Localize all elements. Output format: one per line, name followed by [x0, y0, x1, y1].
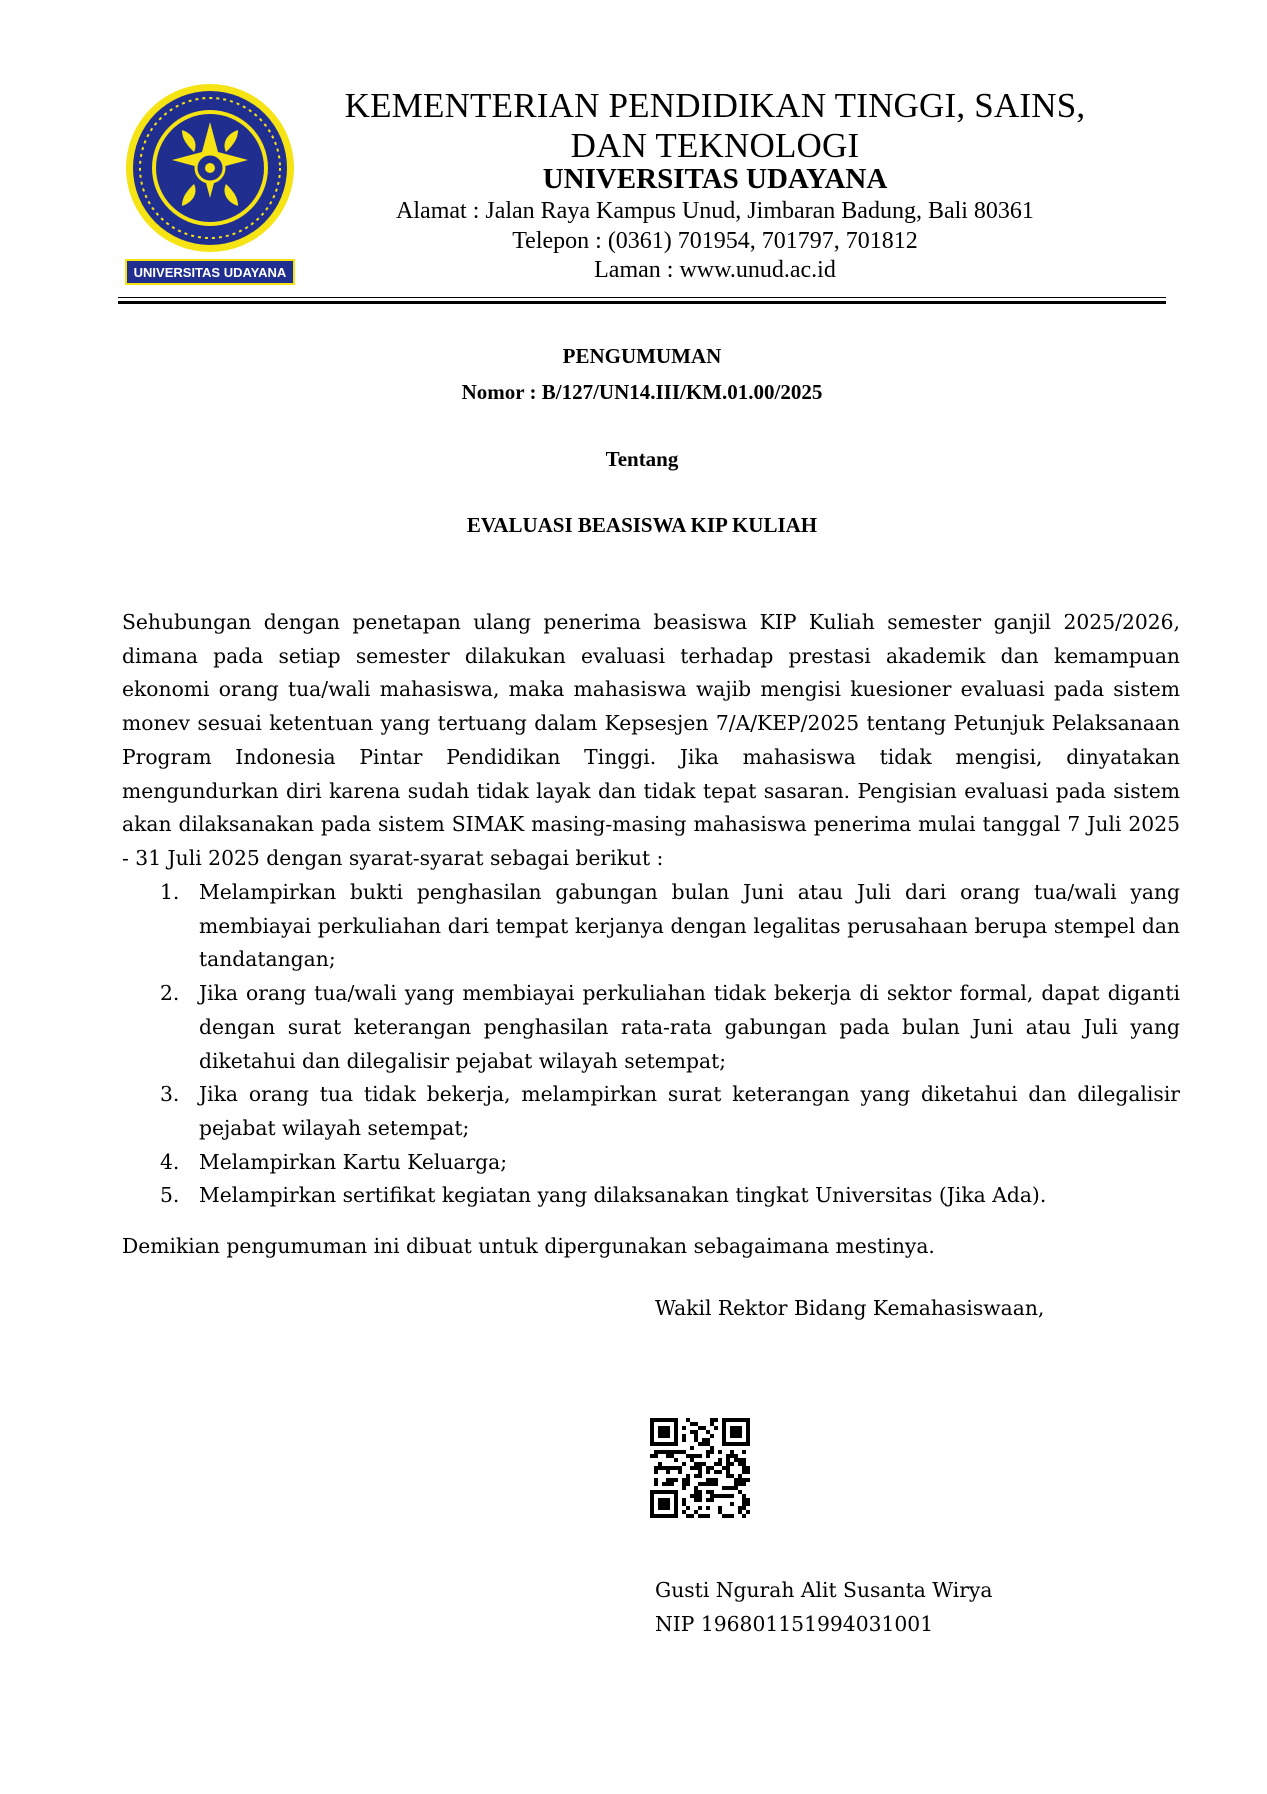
ministry-line-2: DAN TEKNOLOGI — [570, 126, 860, 165]
signatory-name: Gusti Ngurah Alit Susanta Wirya — [655, 1578, 993, 1602]
list-item-text: Melampirkan bukti penghasilan gabungan bulan Juni atau Juli dari orang tua/wali yang membiayai perkuliahan dari tempat kerjanya dengan legalitas perusahaan berupa stempel dan tandatangan; — [199, 880, 1180, 972]
letterhead-divider-thick — [118, 301, 1166, 304]
phone-line: Telepon : (0361) 701954, 701797, 701812 — [512, 228, 918, 254]
list-item-text: Jika orang tua/wali yang membiayai perkuliahan tidak bekerja di sektor formal, dapat diganti dengan surat keterangan penghasilan rata-rata gabungan pada bulan Juni atau Juli yang diketahui dan dilegalisir pejabat wilayah setempat; — [199, 981, 1180, 1073]
list-item — [122, 876, 1180, 977]
list-item-text: Melampirkan sertifikat kegiatan yang dilaksanakan tingkat Universitas (Jika Ada). — [199, 1183, 1047, 1208]
announcement-number: Nomor : B/127/UN14.III/KM.01.00/2025 — [461, 380, 823, 404]
list-item-number: 5. — [160, 1183, 180, 1208]
university-name: UNIVERSITAS UDAYANA — [542, 163, 888, 195]
body-paragraph: Sehubungan dengan penetapan ulang penerima beasiswa KIP Kuliah semester ganjil 2025/2026, dimana pada setiap semester dilakukan evaluasi terhadap prestasi akademik dan kemampuan ekonomi orang tua/wali mahasiswa, maka mahasiswa wajib mengisi kuesioner evaluasi pada sistem monev sesuai ketentuan yang tertuang dalam Kepsesjen 7/A/KEP/2025 tentang Petunjuk Pelaksanaan Program Indonesia Pintar Pendidikan Tinggi. Jika mahasiswa tidak mengisi, dinyatakan mengundurkan diri karena sudah tidak layak dan tidak tepat sasaran. Pengisian evaluasi pada sistem akan dilaksanakan pada sistem SIMAK masing-masing mahasiswa penerima mulai tanggal 7 Juli 2025 - 31 Juli 2025 dengan syarat-syarat sebagai berikut : — [122, 610, 1180, 870]
announcement-title: PENGUMUMAN — [562, 344, 722, 368]
signatory-nip: NIP 196801151994031001 — [655, 1612, 934, 1636]
announcement-about: Tentang — [605, 447, 679, 471]
university-logo — [122, 82, 298, 287]
ministry-name — [330, 86, 1100, 166]
list-item — [122, 1146, 1180, 1180]
svg-text:UNIVERSITAS UDAYANA: UNIVERSITAS UDAYANA — [133, 265, 287, 280]
address-line: Alamat : Jalan Raya Kampus Unud, Jimbaran Badung, Bali 80361 — [396, 198, 1034, 224]
list-item-number: 4. — [160, 1149, 180, 1174]
list-item-text: Melampirkan Kartu Keluarga; — [199, 1149, 508, 1174]
list-item — [122, 977, 1180, 1078]
list-item-number: 2. — [160, 981, 180, 1006]
website-line: Laman : www.unud.ac.id — [594, 257, 836, 283]
signatory-title: Wakil Rektor Bidang Kemahasiswaan, — [655, 1296, 1045, 1320]
ministry-line-1: KEMENTERIAN PENDIDIKAN TINGGI, SAINS, — [344, 86, 1086, 125]
announcement-subject: EVALUASI BEASISWA KIP KULIAH — [466, 513, 818, 537]
list-item-text: Jika orang tua tidak bekerja, melampirkan surat keterangan yang diketahui dan dilegalisir pejabat wilayah setempat; — [199, 1082, 1180, 1140]
list-item — [122, 1078, 1180, 1145]
closing-sentence: Demikian pengumuman ini dibuat untuk dipergunakan sebagaimana mestinya. — [122, 1234, 935, 1258]
list-item-number: 3. — [160, 1082, 180, 1107]
list-item-number: 1. — [160, 880, 180, 904]
letterhead-divider-thin — [118, 297, 1166, 298]
requirements-list — [122, 876, 1180, 1213]
list-item — [122, 1179, 1180, 1213]
qr-code-icon — [650, 1418, 750, 1518]
